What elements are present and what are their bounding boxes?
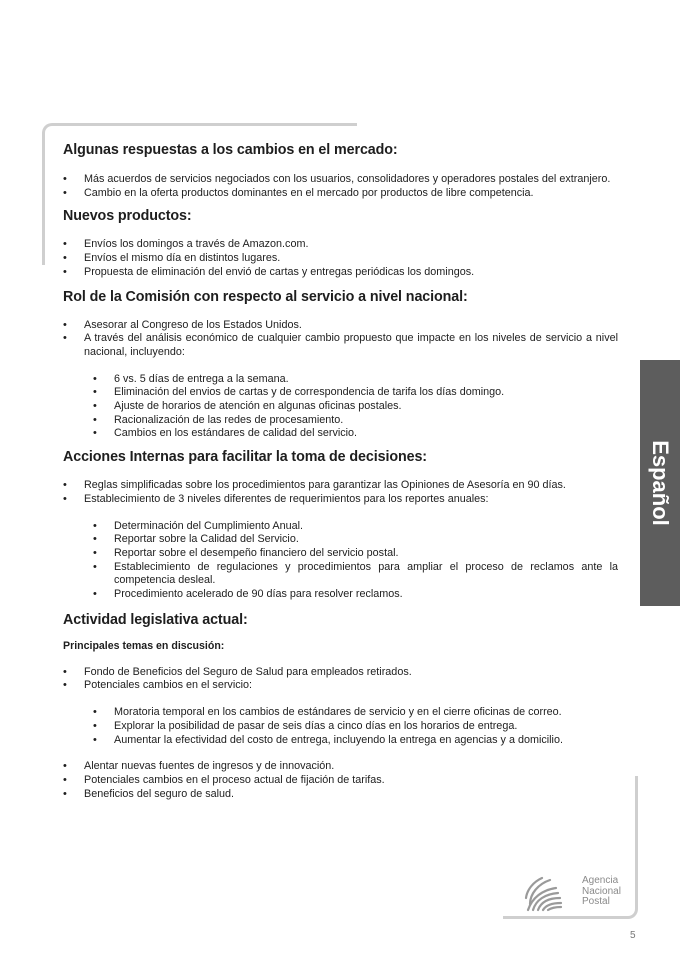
bullet-list — [63, 760, 618, 801]
list-item: • Asesorar al Congreso de los Estados Unidos. — [63, 319, 618, 333]
list-item: • Propuesta de eliminación del envió de cartas y entregas periódicas los domingos. — [63, 266, 618, 280]
page-content — [63, 142, 618, 801]
sub-list-item: • Procedimiento acelerado de 90 días para resolver reclamos. — [93, 588, 618, 602]
sub-list-item: • 6 vs. 5 días de entrega a la semana. — [93, 373, 618, 387]
bullet-list — [63, 238, 618, 279]
sub-list-item: • Moratoria temporal en los cambios de estándares de servicio y en el cierre oficinas de correo. — [93, 706, 618, 720]
section-heading-commission-role: Rol de la Comisión con respecto al servicio a nivel nacional: — [63, 288, 468, 305]
sub-bullet-list — [93, 520, 618, 602]
sub-list-item: • Explorar la posibilidad de pasar de seis días a cinco días en los horarios de entrega. — [93, 720, 618, 734]
list-item: • Envíos los domingos a través de Amazon.com. — [63, 238, 618, 252]
section-subheading: Principales temas en discusión: — [63, 639, 225, 652]
bullet-list — [63, 479, 618, 506]
sub-list-item: • Aumentar la efectividad del costo de entrega, incluyendo la entrega en agencias y a domicilio. — [93, 734, 618, 748]
list-item: • Potenciales cambios en el proceso actual de fijación de tarifas. — [63, 774, 618, 788]
sub-list-item: • Racionalización de las redes de procesamiento. — [93, 414, 618, 428]
sub-list-item: • Eliminación del envios de cartas y de correspondencia de tarifa los días domingo. — [93, 386, 618, 400]
list-item: • Reglas simplificadas sobre los procedimientos para garantizar las Opiniones de Asesoría en 90 días. — [63, 479, 618, 493]
list-item: • Cambio en la oferta productos dominantes en el mercado por productos de libre competencia. — [63, 187, 618, 201]
bullet-list — [63, 666, 618, 693]
logo-text — [582, 876, 621, 908]
list-item: • Envíos el mismo día en distintos lugares. — [63, 252, 618, 266]
agency-logo — [524, 876, 634, 912]
list-item: • Más acuerdos de servicios negociados con los usuarios, consolidadores y operadores postales del extranjero. — [63, 173, 618, 187]
sub-list-item: • Determinación del Cumplimiento Anual. — [93, 520, 618, 534]
logo-line: Nacional — [582, 885, 621, 897]
language-side-tab — [640, 360, 680, 606]
logo-line: Agencia — [582, 875, 619, 886]
page-number: 5 — [630, 930, 636, 941]
side-tab-label: Español — [648, 440, 673, 526]
sub-list-item: • Establecimiento de regulaciones y procedimientos para ampliar el proceso de reclamos ante la competencia desleal. — [93, 561, 618, 588]
bullet-list — [63, 173, 618, 200]
sub-list-item: • Cambios en los estándares de calidad del servicio. — [93, 427, 618, 441]
section-heading-new-products: Nuevos productos: — [63, 208, 192, 225]
frame-bottom-line — [503, 916, 623, 919]
list-item: • Establecimiento de 3 niveles diferentes de requerimientos para los reportes anuales: — [63, 493, 618, 507]
bullet-list — [63, 319, 618, 360]
list-item: • Beneficios del seguro de salud. — [63, 788, 618, 802]
logo-line: Postal — [582, 896, 610, 908]
sub-list-item: • Ajuste de horarios de atención en algunas oficinas postales. — [93, 400, 618, 414]
sub-bullet-list — [93, 373, 618, 442]
list-item: • Potenciales cambios en el servicio: — [63, 679, 618, 693]
section-heading-legislative-activity: Actividad legislativa actual: — [63, 611, 248, 628]
list-item: • A través del análisis económico de cualquier cambio propuesto que impacte en los niveles de servicio a nivel nacional, incluyendo: — [63, 332, 618, 359]
list-item: • Fondo de Beneficios del Seguro de Salud para empleados retirados. — [63, 666, 618, 680]
list-item: • Alentar nuevas fuentes de ingresos y de innovación. — [63, 760, 618, 774]
sub-list-item: • Reportar sobre la Calidad del Servicio. — [93, 533, 618, 547]
section-heading-market-responses: Algunas respuestas a los cambios en el mercado: — [63, 142, 398, 158]
sub-bullet-list — [93, 706, 618, 747]
section-heading-internal-actions: Acciones Internas para facilitar la toma de decisiones: — [63, 449, 427, 466]
logo-swoosh-icon — [524, 876, 580, 912]
sub-list-item: • Reportar sobre el desempeño financiero del servicio postal. — [93, 547, 618, 561]
frame-left-line — [42, 140, 45, 265]
